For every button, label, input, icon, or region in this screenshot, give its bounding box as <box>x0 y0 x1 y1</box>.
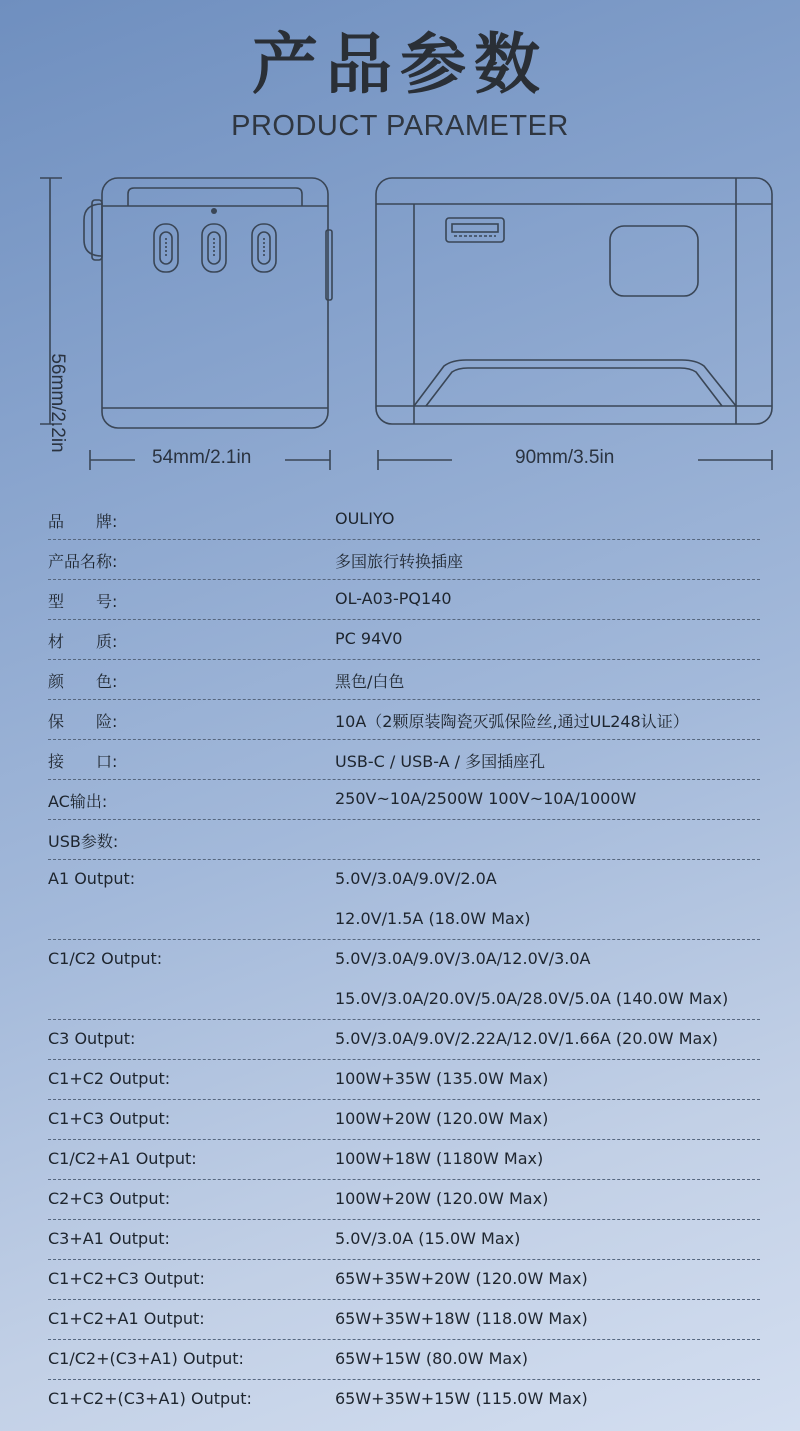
spec-row <box>48 940 760 980</box>
spec-row <box>48 1300 760 1340</box>
spec-label: C3 Output: <box>48 1029 136 1048</box>
spec-label: 保 险: <box>48 712 118 731</box>
side-view <box>376 178 772 424</box>
spec-label: 型 号: <box>48 592 118 611</box>
usb-c-port-3 <box>252 224 276 272</box>
front-view <box>84 178 332 428</box>
spec-row <box>48 1140 760 1180</box>
spec-value: 多国旅行转换插座 <box>335 552 464 571</box>
spec-value: 100W+35W (135.0W Max) <box>335 1069 549 1088</box>
spec-row <box>48 660 760 700</box>
side-width-label: 90mm/3.5in <box>515 447 615 468</box>
spec-value: 100W+20W (120.0W Max) <box>335 1109 549 1128</box>
spec-value: 5.0V/3.0A/9.0V/2.0A <box>335 869 497 888</box>
front-width-label: 54mm/2.1in <box>152 447 252 468</box>
spec-label: C1/C2 Output: <box>48 949 163 968</box>
spec-row <box>48 820 760 860</box>
product-outline-drawing <box>0 160 800 490</box>
usb-a-port <box>446 218 504 242</box>
spec-label: C1+C2+(C3+A1) Output: <box>48 1389 252 1408</box>
spec-row <box>48 700 760 740</box>
spec-value: 12.0V/1.5A (18.0W Max) <box>335 909 531 928</box>
spec-label: AC输出: <box>48 792 108 811</box>
spec-value: 10A（2颗原装陶瓷灭弧保险丝,通过UL248认证） <box>335 712 689 731</box>
spec-value: 5.0V/3.0A (15.0W Max) <box>335 1229 521 1248</box>
spec-label: 产品名称: <box>48 552 118 571</box>
spec-label: 颜 色: <box>48 672 118 691</box>
spec-value: PC 94V0 <box>335 629 403 648</box>
spec-row <box>48 500 760 540</box>
spec-value: 15.0V/3.0A/20.0V/5.0A/28.0V/5.0A (140.0W Max) <box>335 989 729 1008</box>
spec-value: 65W+35W+20W (120.0W Max) <box>335 1269 588 1288</box>
spec-value: 65W+35W+15W (115.0W Max) <box>335 1389 588 1408</box>
spec-label: C1+C3 Output: <box>48 1109 171 1128</box>
spec-row <box>48 860 760 900</box>
spec-value: 黑色/白色 <box>335 672 405 691</box>
spec-label: C1/C2+A1 Output: <box>48 1149 197 1168</box>
spec-row <box>48 1180 760 1220</box>
spec-label: C2+C3 Output: <box>48 1189 171 1208</box>
spec-row <box>48 1380 760 1420</box>
spec-row <box>48 1260 760 1300</box>
spec-label: C1+C2 Output: <box>48 1069 171 1088</box>
spec-label: C1/C2+(C3+A1) Output: <box>48 1349 244 1368</box>
spec-label: C3+A1 Output: <box>48 1229 170 1248</box>
spec-label: C1+C2+C3 Output: <box>48 1269 205 1288</box>
spec-row <box>48 580 760 620</box>
spec-value: OULIYO <box>335 509 395 528</box>
usb-c-port-2 <box>202 224 226 272</box>
spec-label: 材 质: <box>48 632 118 651</box>
spec-value: OL-A03-PQ140 <box>335 589 452 608</box>
spec-value: 65W+15W (80.0W Max) <box>335 1349 528 1368</box>
spec-row <box>48 980 760 1020</box>
page-header <box>0 0 800 160</box>
spec-row <box>48 1020 760 1060</box>
spec-row <box>48 1340 760 1380</box>
spec-value: USB-C / USB-A / 多国插座孔 <box>335 752 546 771</box>
spec-label: 接 口: <box>48 752 118 771</box>
spec-label: USB参数: <box>48 832 119 851</box>
spec-row <box>48 540 760 580</box>
spec-row <box>48 780 760 820</box>
spec-label: C1+C2+A1 Output: <box>48 1309 205 1328</box>
spec-row <box>48 900 760 940</box>
spec-label: A1 Output: <box>48 869 136 888</box>
button-outline <box>610 226 698 296</box>
usb-c-port-1 <box>154 224 178 272</box>
spec-value: 250V~10A/2500W 100V~10A/1000W <box>335 789 637 808</box>
spec-value: 65W+35W+18W (118.0W Max) <box>335 1309 588 1328</box>
spec-value: 5.0V/3.0A/9.0V/3.0A/12.0V/3.0A <box>335 949 591 968</box>
spec-row <box>48 740 760 780</box>
spec-row <box>48 1100 760 1140</box>
spec-table <box>48 500 760 1420</box>
spec-label: 品 牌: <box>48 512 118 531</box>
product-dimension-diagram <box>0 160 800 490</box>
spec-row <box>48 1060 760 1100</box>
spec-value: 100W+20W (120.0W Max) <box>335 1189 549 1208</box>
height-label: 56mm/2.2in <box>47 353 68 453</box>
page-title: 产品参数 <box>252 26 548 103</box>
spec-value: 5.0V/3.0A/9.0V/2.22A/12.0V/1.66A (20.0W Max) <box>335 1029 719 1048</box>
page-subtitle: PRODUCT PARAMETER <box>231 110 569 142</box>
spec-row <box>48 1220 760 1260</box>
spec-row <box>48 620 760 660</box>
spec-value: 100W+18W (1180W Max) <box>335 1149 544 1168</box>
